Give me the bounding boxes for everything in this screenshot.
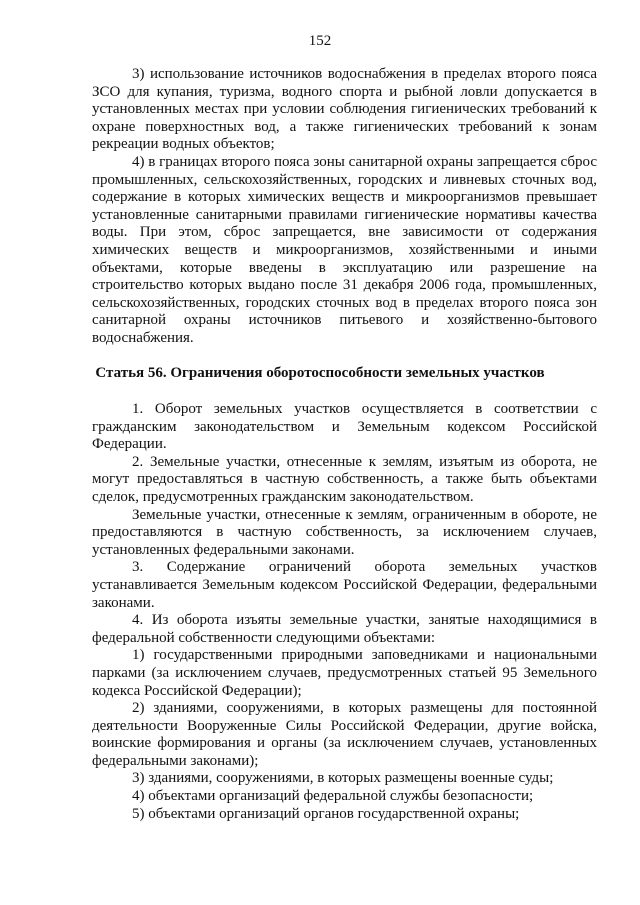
paragraph-item-3: 3. Содержание ограничений оборота земельных участков устанавливается Земельным кодексом Российской Федерации, федеральными законами. bbox=[92, 559, 597, 611]
paragraph-bathing-tourism: 3) использование источников водоснабжения в пределах второго пояса ЗСО для купания, туризма, водного спорта и рыбной ловли допускается в установленных местах при условии соблюдения гигиенических требований к охране поверхностных вод, а также гигиенических требований к зонам рекреации водных объектов; bbox=[92, 66, 597, 153]
paragraph-item-4: 4. Из оборота изъяты земельные участки, занятые находящимися в федеральной собственности следующими объектами: bbox=[92, 612, 597, 646]
paragraph-restricted-lands: Земельные участки, отнесенные к землям, ограниченным в обороте, не предоставляются в частную собственность, за исключением случаев, установленных федеральными законами. bbox=[92, 506, 597, 558]
list-item-security-service: 4) объектами организаций федеральной службы безопасности; bbox=[132, 788, 534, 805]
list-item-reserves: 1) государственными природными заповедниками и национальными парками (за исключением случаев, предусмотренных статьей 95 Земельного кодекса Российской Федерации); bbox=[92, 647, 597, 699]
list-item-state-guard: 5) объектами организаций органов государственной охраны; bbox=[132, 805, 520, 822]
page-number: 152 bbox=[308, 33, 332, 49]
list-item-military-courts: 3) зданиями, сооружениями, в которых размещены военные суды; bbox=[132, 770, 554, 787]
paragraph-item-2: 2. Земельные участки, отнесенные к землям, изъятым из оборота, не могут предоставляться в частную собственность, а также быть объектами сделок, предусмотренных гражданским законодательством. bbox=[92, 453, 597, 505]
article-heading: Статья 56. Ограничения оборотоспособности земельных участков bbox=[95, 365, 545, 381]
zone-restrictions-section bbox=[92, 66, 597, 348]
paragraph-item-1: 1. Оборот земельных участков осуществляется в соответствии с гражданским законодательством и Земельным кодексом Российской Федерации. bbox=[92, 401, 597, 453]
list-item-armed-forces: 2) зданиями, сооружениями, в которых размещены для постоянной деятельности Вооруженные Силы Российской Федерации, другие войска, воинские формирования и органы (за исключением случаев, установленных федеральными законами); bbox=[92, 700, 597, 769]
paragraph-wastewater-discharge: 4) в границах второго пояса зоны санитарной охраны запрещается сброс промышленных, сельскохозяйственных, городских и ливневых сточных вод, содержание в которых химических веществ и микроорганизмов превышает установленные санитарными правилами гигиенические нормативы качества воды. При этом, сброс запрещается, вне зависимости от содержания химических веществ и микроорганизмов, хозяйственными и иными объектами, которые введены в эксплуатацию или разрешение на строительство которых выдано после 31 декабря 2006 года, промышленных, сельскохозяйственных, городских сточных вод в пределах второго пояса зон санитарной охраны источников питьевого и хозяйственно-бытового водоснабжения. bbox=[92, 153, 597, 346]
article-body bbox=[92, 401, 597, 823]
